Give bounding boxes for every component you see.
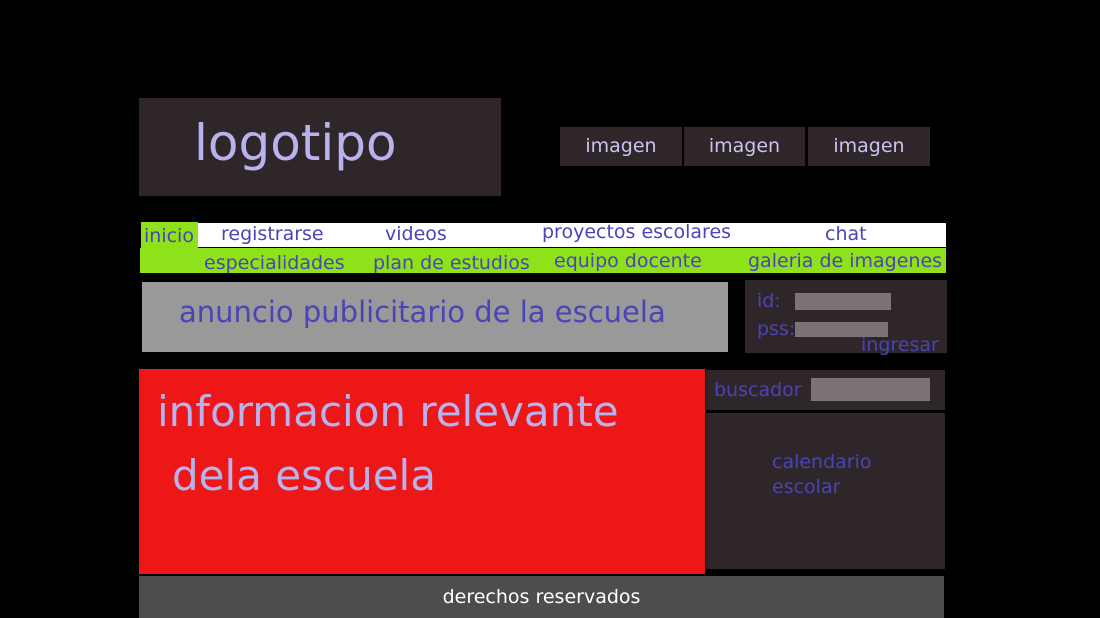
- logo[interactable]: logotipo: [194, 114, 397, 172]
- nav-item-inicio[interactable]: inicio: [141, 222, 198, 248]
- info-heading-line-1: informacion relevante: [157, 387, 619, 436]
- login-button[interactable]: ingresar: [861, 334, 939, 356]
- header-image-3: imagen: [808, 127, 930, 166]
- calendar-title-line-1: calendario: [772, 451, 872, 473]
- info-heading-line-2: dela escuela: [172, 451, 436, 500]
- header-image-2: imagen: [684, 127, 805, 166]
- calendar-title-line-2: escolar: [772, 476, 841, 498]
- id-input[interactable]: [795, 293, 891, 310]
- id-label: id:: [757, 290, 781, 312]
- nav-item-registrarse[interactable]: registrarse: [221, 223, 324, 245]
- header-image-1: imagen: [560, 127, 682, 166]
- pss-label: pss:: [757, 318, 796, 340]
- nav-item-especialidades[interactable]: especialidades: [204, 252, 345, 274]
- search-label: buscador: [714, 379, 802, 401]
- nav-item-chat[interactable]: chat: [825, 223, 867, 245]
- ad-banner-text: anuncio publicitario de la escuela: [179, 295, 666, 329]
- nav-item-proyectos-escolares[interactable]: proyectos escolares: [542, 221, 732, 243]
- nav-item-galeria-de-imagenes[interactable]: galeria de imagenes: [748, 250, 943, 272]
- nav-item-equipo-docente[interactable]: equipo docente: [554, 250, 702, 272]
- footer: derechos reservados: [139, 576, 944, 618]
- nav-item-videos[interactable]: videos: [385, 223, 447, 245]
- search-input[interactable]: [811, 378, 930, 401]
- nav-item-plan-de-estudios[interactable]: plan de estudios: [373, 252, 530, 274]
